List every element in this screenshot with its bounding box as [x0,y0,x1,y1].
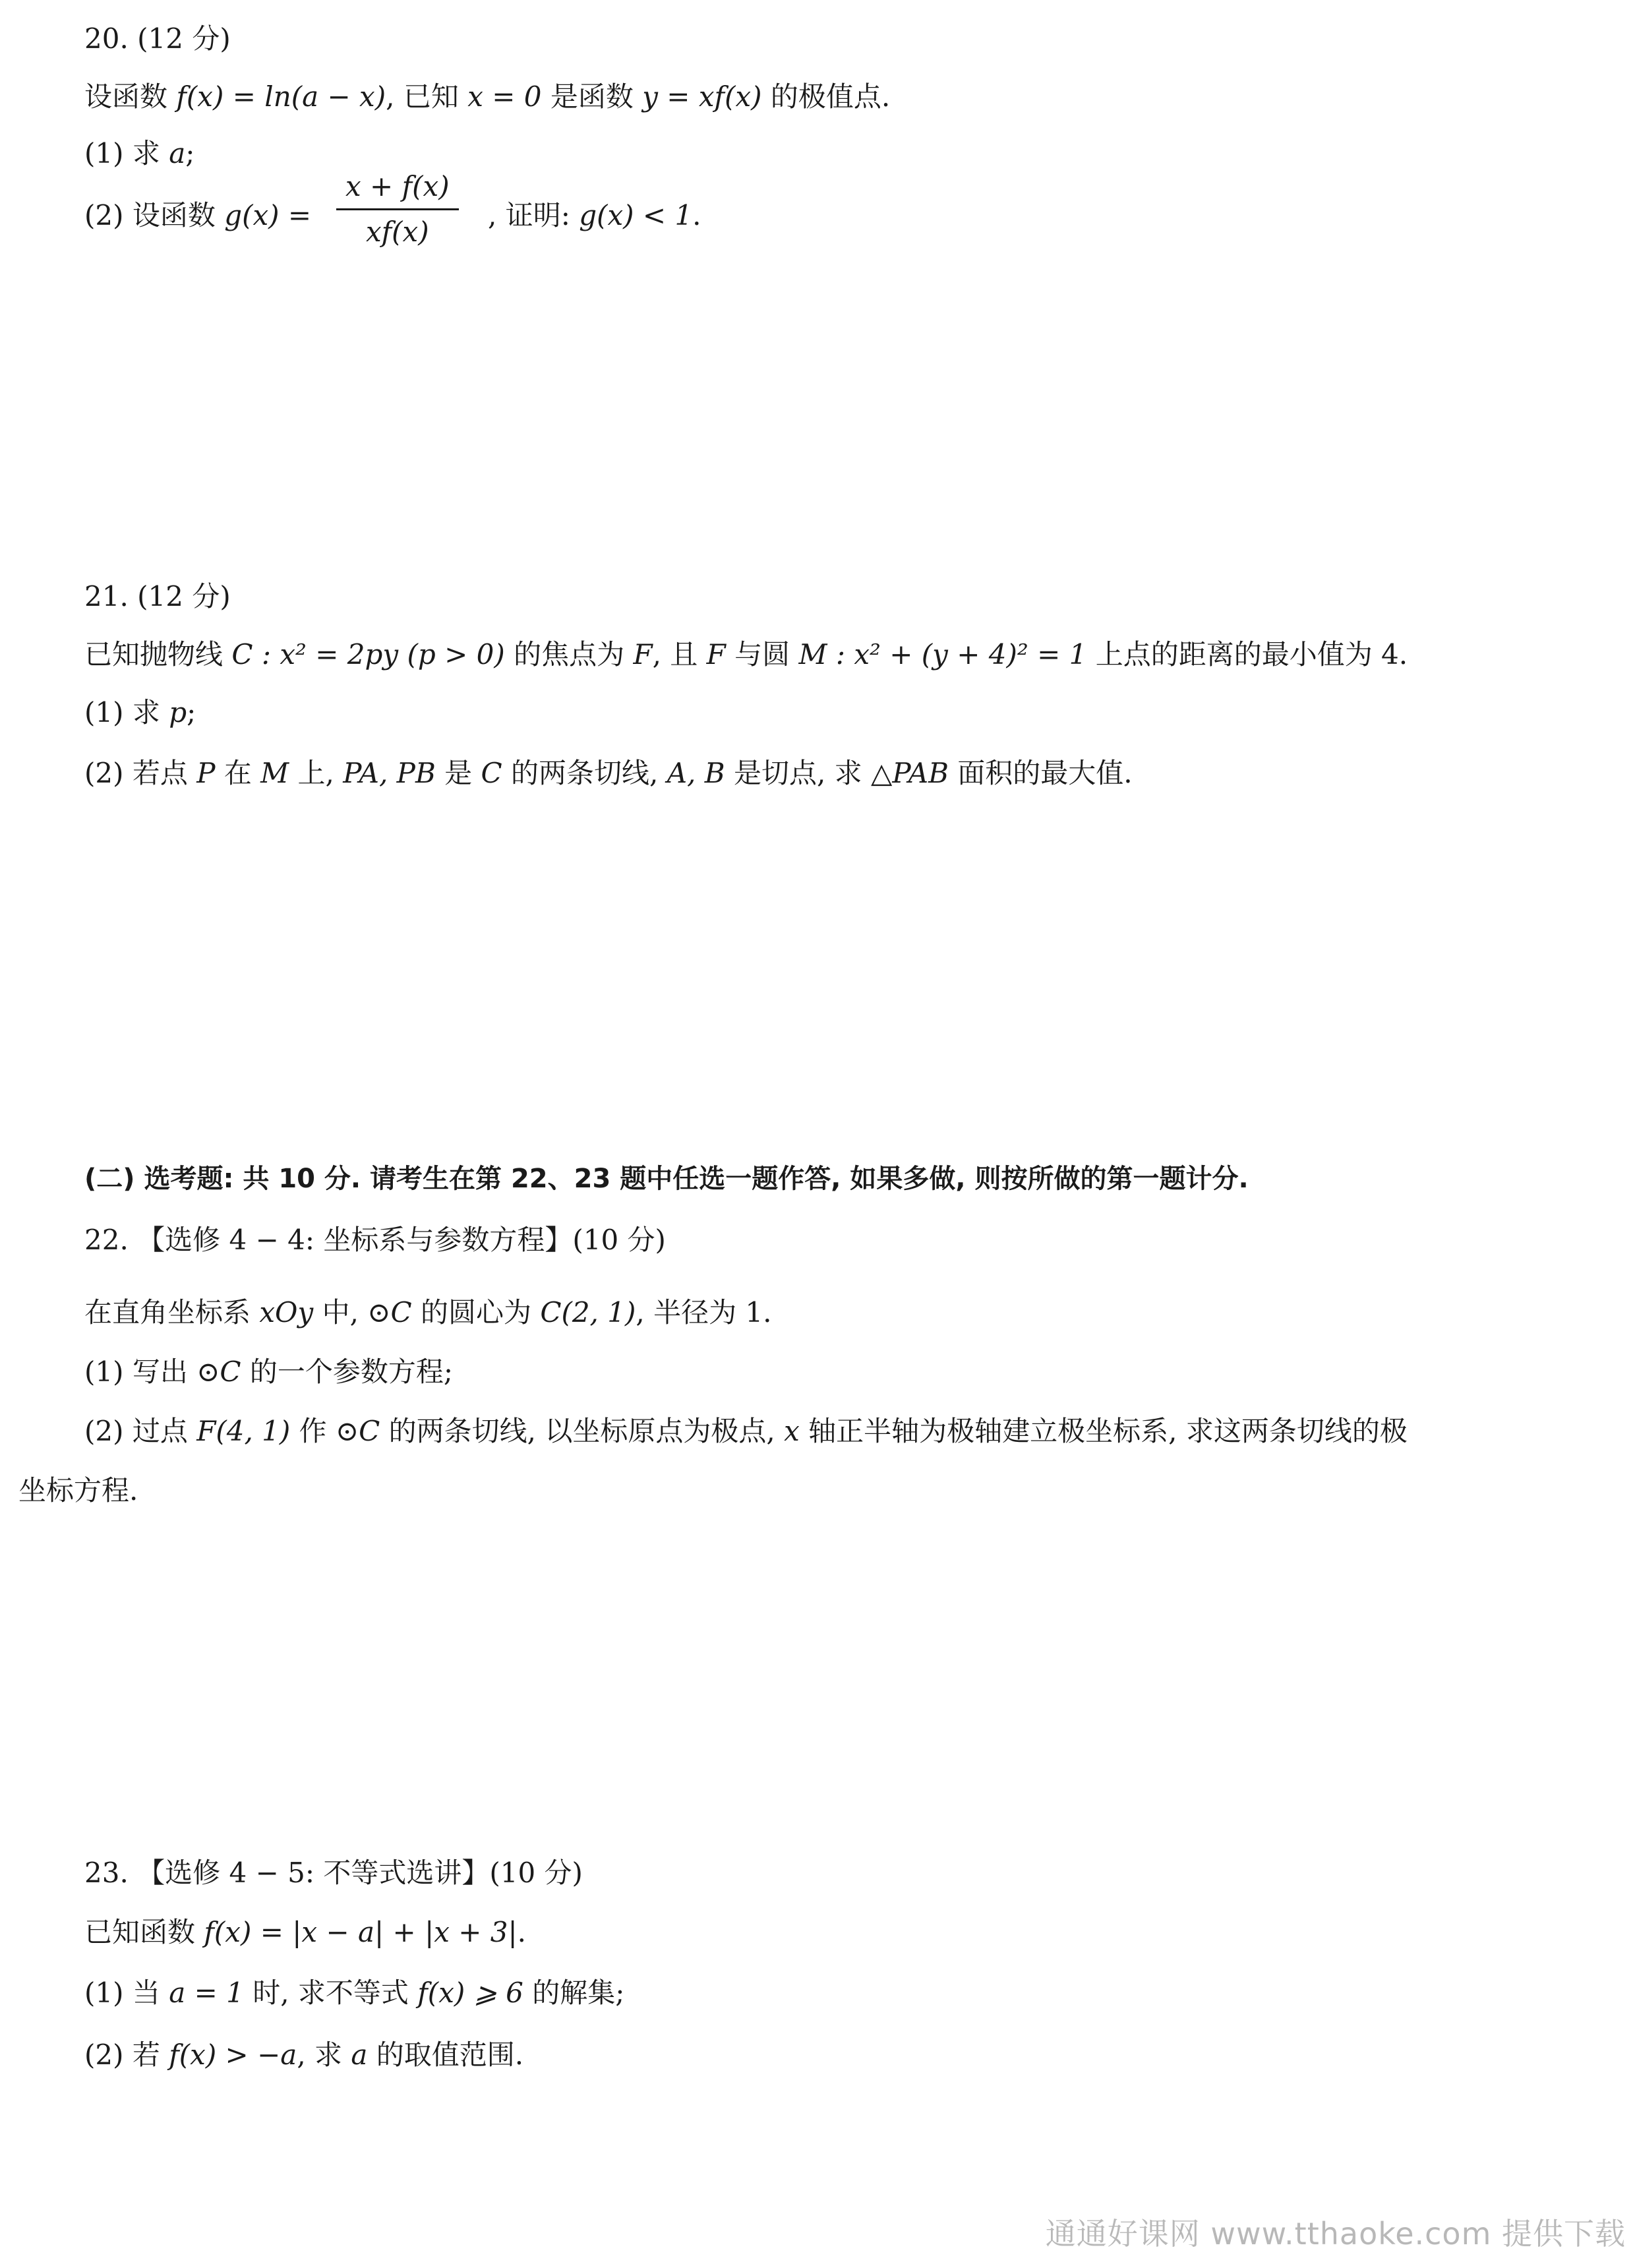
q20-part1: (1) 求 a; [84,137,195,169]
q23-part2: (2) 若 f(x) > −a, 求 a 的取值范围. [84,2039,524,2071]
q23-header: 23. 【选修 4 − 5: 不等式选讲】(10 分) [84,1857,583,1889]
q21-header: 21. (12 分) [84,580,231,612]
q20-fraction [336,170,459,248]
q22-header: 22. 【选修 4 − 4: 坐标系与参数方程】(10 分) [84,1224,666,1256]
q20-part2-tail: , 证明: g(x) < 1. [488,199,701,231]
q22-part2-continued: 坐标方程. [18,1474,138,1507]
q21-part2: (2) 若点 P 在 M 上, PA, PB 是 C 的两条切线, A, B 是切点, 求 △PAB 面积的最大值. [84,757,1133,789]
q22-part2: (2) 过点 F(4, 1) 作 ⊙C 的两条切线, 以坐标原点为极点, x 轴正半轴为极轴建立极坐标系, 求这两条切线的极 [84,1415,1408,1447]
fraction-numerator: x + f(x) [336,173,459,210]
fraction-denominator: xf(x) [365,216,429,248]
q22-part1: (1) 写出 ⊙C 的一个参数方程; [84,1356,454,1388]
q23-stem: 已知函数 f(x) = |x − a| + |x + 3|. [84,1916,527,1948]
q21-part1: (1) 求 p; [84,696,196,729]
q21-stem: 已知抛物线 C : x² = 2py (p > 0) 的焦点为 F, 且 F 与圆 M : x² + (y + 4)² = 1 上点的距离的最小值为 4. [84,638,1408,671]
q23-part1: (1) 当 a = 1 时, 求不等式 f(x) ⩾ 6 的解集; [84,1977,625,2009]
q20-part2-lead: (2) 设函数 g(x) = [84,199,312,231]
section-heading-optional: (二) 选考题: 共 10 分. 请考生在第 22、23 题中任选一题作答, 如果多做, 则按所做的第一题计分. [84,1164,1249,1194]
q22-stem: 在直角坐标系 xOy 中, ⊙C 的圆心为 C(2, 1), 半径为 1. [84,1296,772,1328]
watermark-text: 通通好课网 www.tthaoke.com 提供下载 [1045,2216,1626,2252]
q20-header: 20. (12 分) [84,22,231,55]
q20-stem: 设函数 f(x) = ln(a − x), 已知 x = 0 是函数 y = xf(x) 的极值点. [84,80,891,113]
